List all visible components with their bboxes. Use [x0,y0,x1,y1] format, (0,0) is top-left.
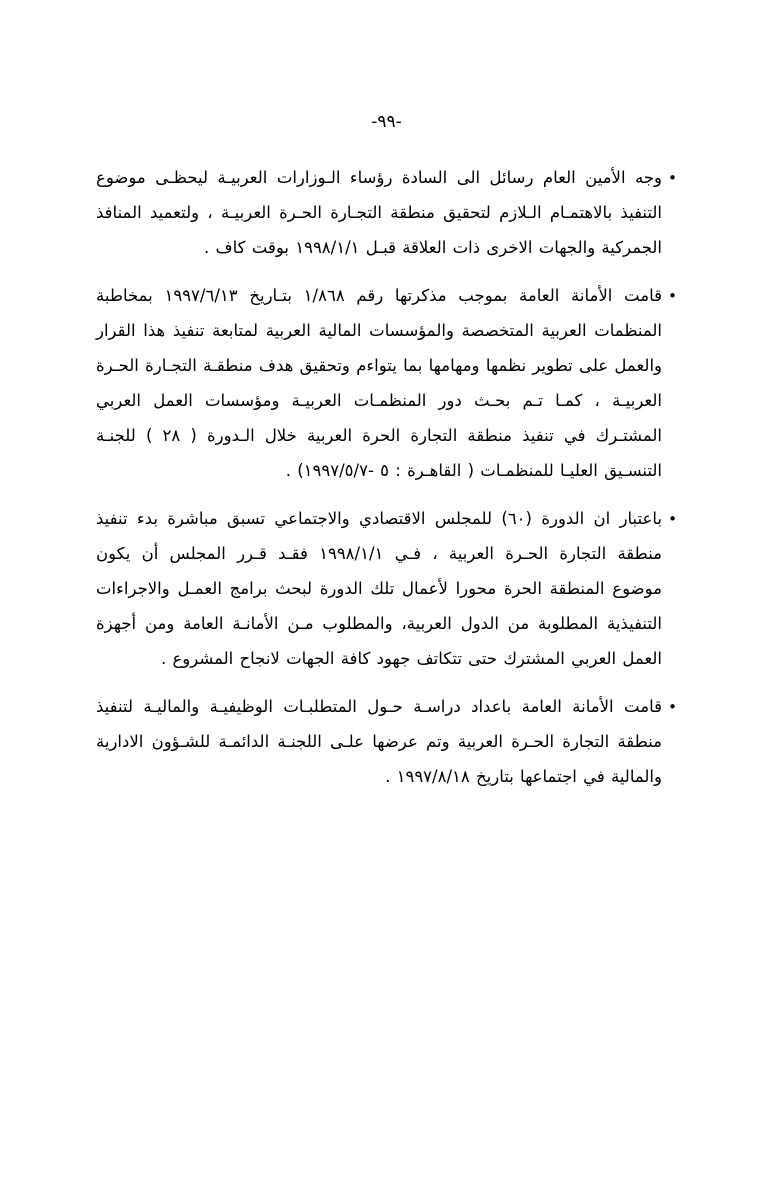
list-item [96,689,677,794]
bullet-icon: • [668,698,677,716]
list-item [96,278,677,488]
bullet-icon: • [668,510,677,528]
document-body [0,160,773,794]
page-number: -٩٩- [371,112,402,132]
bullet-icon: • [668,169,677,187]
document-page [0,112,773,1201]
bullet-icon: • [668,287,677,305]
paragraph-text: قامت الأمانة العامة بموجب مذكرتها رقم ١/٨٦٨ بتـاريخ ١٩٩٧/٦/١٣ بمخاطبة المنظمات العربية المتخصصة والمؤسسات المالية العربية لمتابعة تنفيذ هذا القرار والعمل على تطوير نظمها ومهامها بما يتواءم وتحقيق هدف منطقـة التجـارة الحـرة العربيـة ، كمـا تـم بحـث دور المنظمـات العربيـة ومؤسسات العمل العربي المشتـرك في تنفيذ منطقة التجارة الحرة العربية خلال الـدورة ( ٢٨ ) للجنـة التنسـيق العليـا للمنظمـات ( القاهـرة : ٥ -١٩٩٧/٥/٧) . [96,286,662,480]
list-item [96,501,677,676]
paragraph-text: باعتبار ان الدورة (٦٠) للمجلس الاقتصادي والاجتماعي تسبق مباشرة بدء تنفيذ منطقة التجارة الحـرة العربية ، فـي ١٩٩٨/١/١ فقـد قـرر المجلس أن يكون موضوع المنطقة الحرة محورا لأعمال تلك الدورة لبحث برامج العمـل والاجراءات التنفيذية المطلوبة من الدول العربية، والمطلوب مـن الأمانـة العامة ومن أجهزة العمل العربي المشترك حتى تتكاتف جهود كافة الجهات لانجاح المشروع . [96,509,663,668]
list-item [96,160,677,265]
paragraph-text: قامت الأمانة العامة باعداد دراسـة حـول المتطلبـات الوظيفيـة والماليـة لتنفيذ منطقة التجارة الحـرة العربية وتم عرضها علـى اللجنـة الدائمـة للشـؤون الادارية والمالية في اجتماعها بتاريخ ١٩٩٧/٨/١٨ . [96,697,662,786]
paragraph-text: وجه الأمين العام رسائل الى السادة رؤساء الـوزارات العربيـة ليحظـى موضوع التنفيذ بالاهتمـام الـلازم لتحقيق منطقة التجـارة الحـرة العربيـة ، ولتعميد المنافذ الجمركية والجهات الاخرى ذات العلاقة قبـل ١٩٩٨/١/١ بوقت كاف . [96,168,662,257]
